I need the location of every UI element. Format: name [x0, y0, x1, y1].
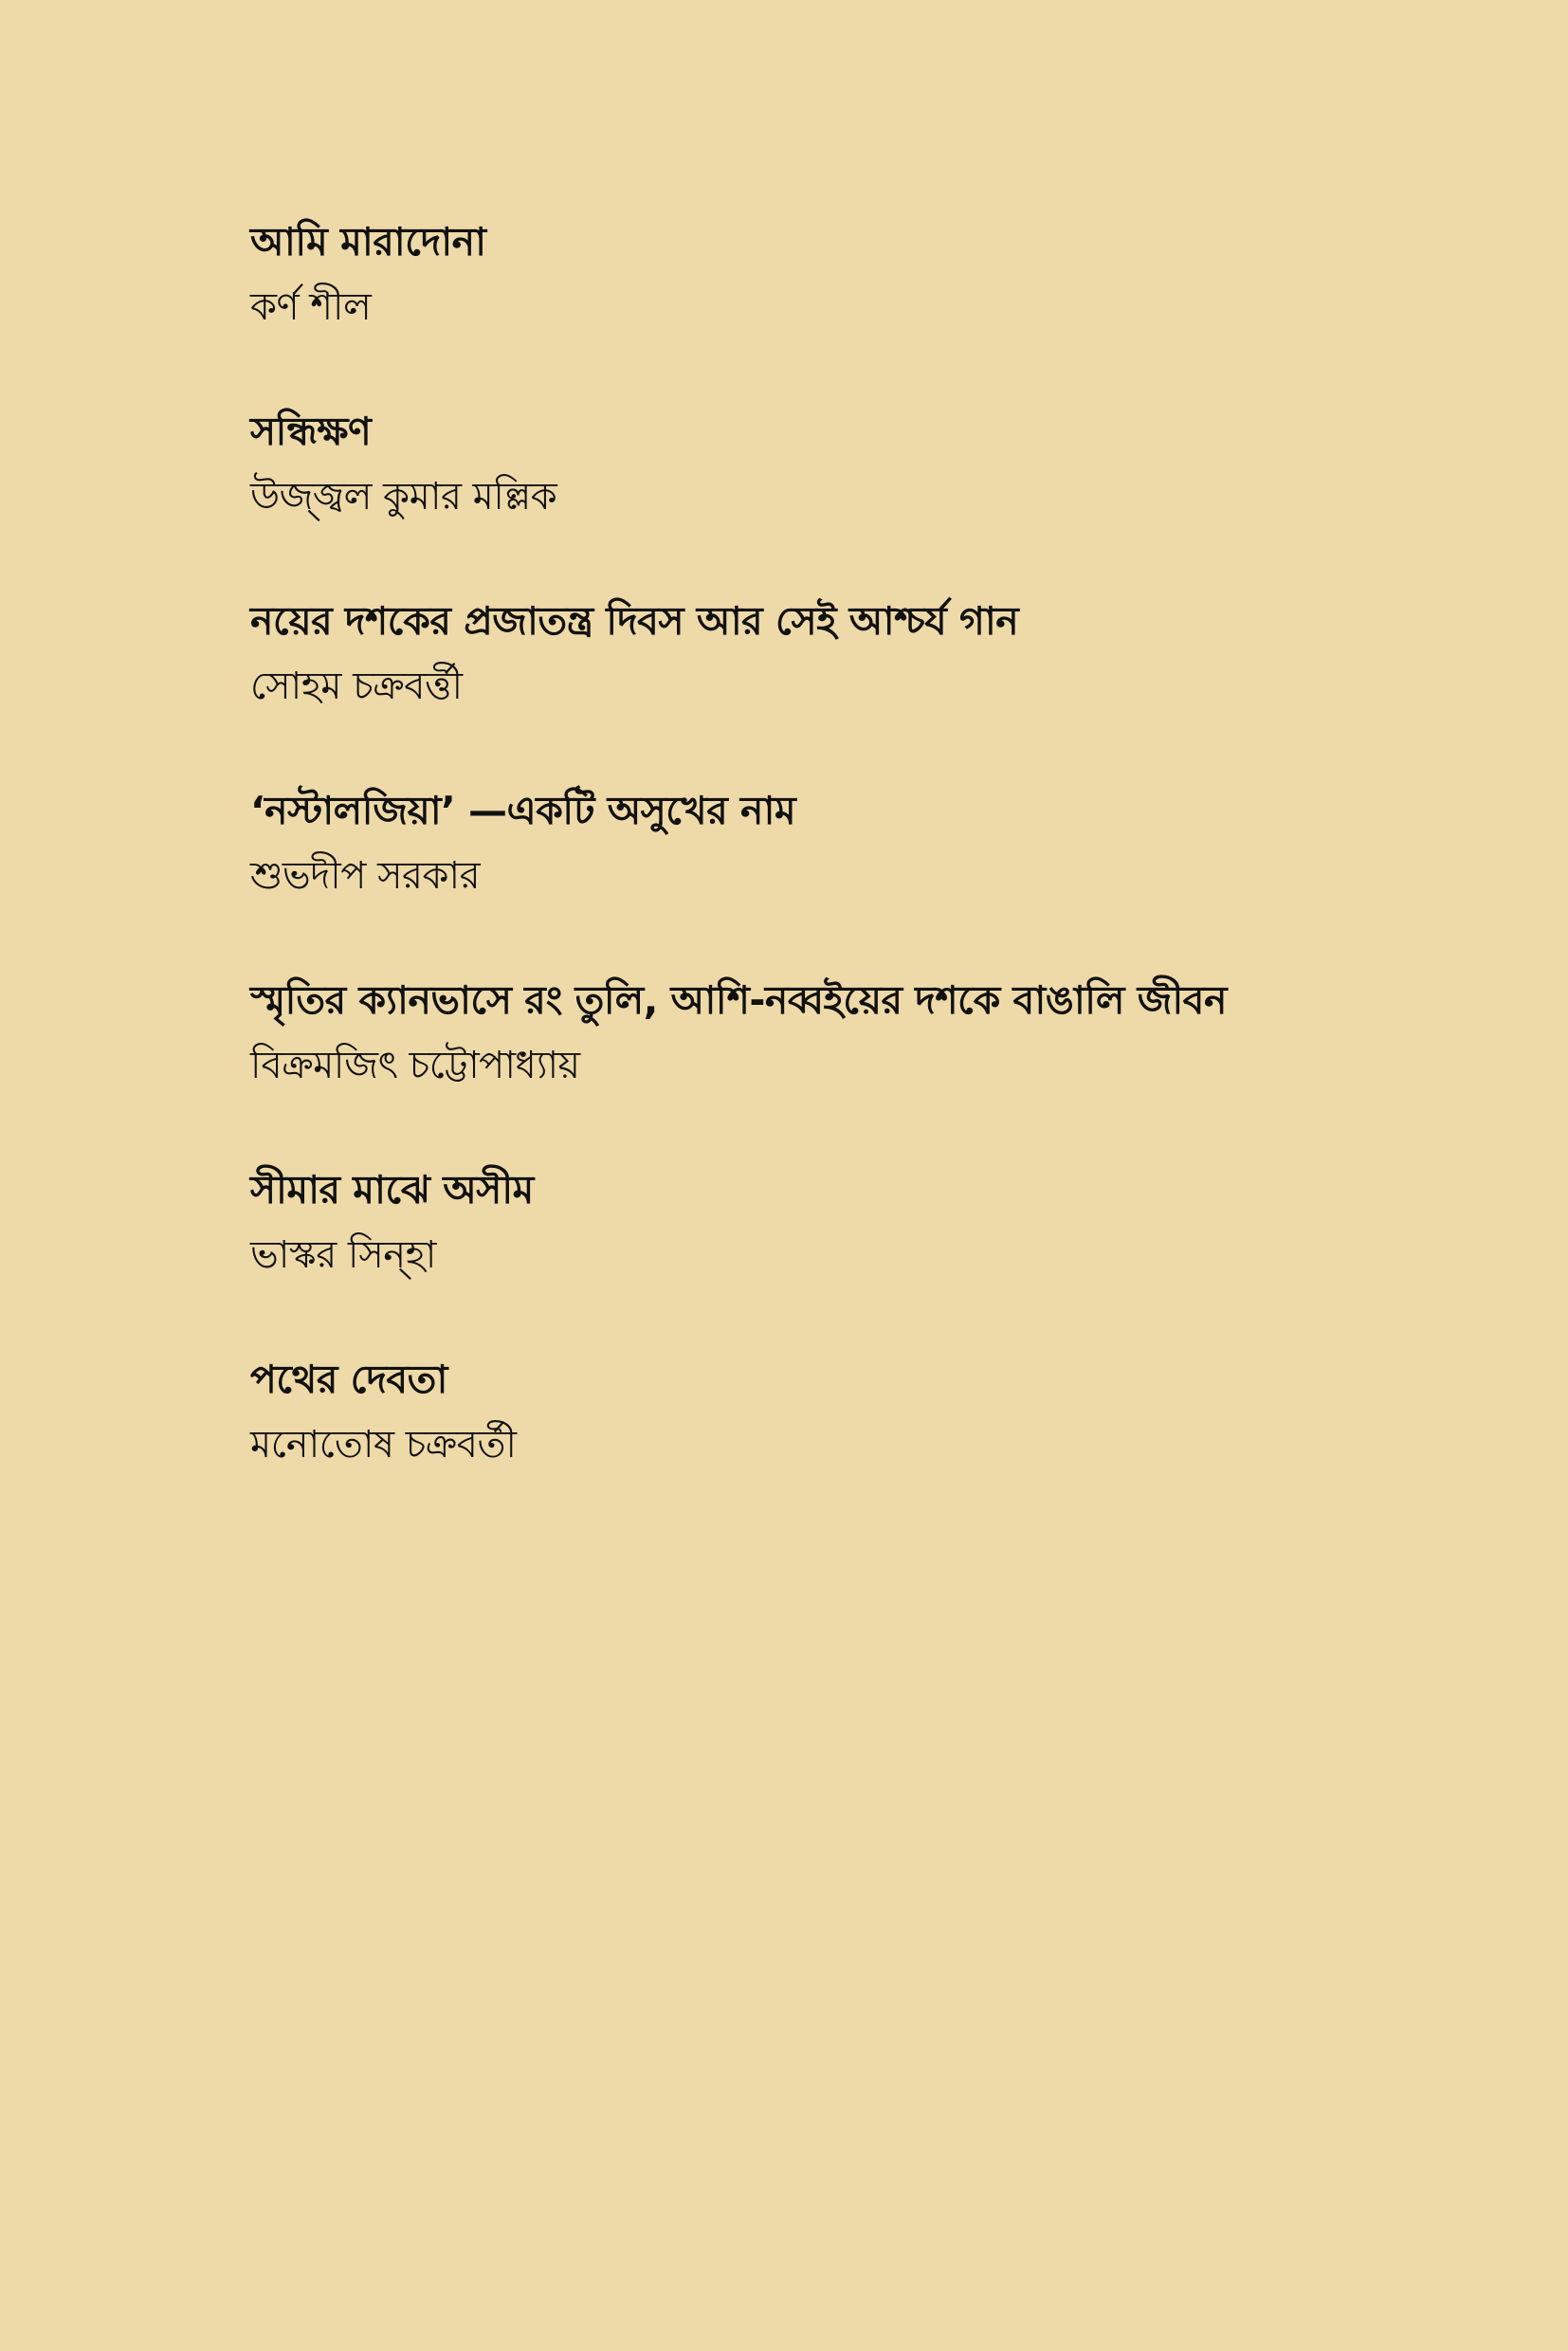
toc-entry	[250, 1158, 1435, 1348]
toc-entry	[250, 400, 1435, 590]
entry-title: নয়ের দশকের প্রজাতন্ত্র দিবস আর সেই আশ্চর্য গান	[250, 598, 1019, 644]
entry-title: স্মৃতির ক্যানভাসে রং তুলি, আশি-নব্বইয়ের দশকে বাঙালি জীবন	[250, 977, 1227, 1023]
entry-author: ভাস্কর সিন্‌হা	[250, 1233, 436, 1277]
entry-author: মনোতোষ চক্রবর্তী	[250, 1423, 517, 1467]
entry-title: সন্ধিক্ষণ	[250, 409, 372, 454]
entry-author: কর্ণ শীল	[250, 285, 372, 329]
entry-author: শুভদীপ সরকার	[250, 854, 481, 898]
entry-title: ‘নস্টালজিয়া’ —একটি অসুখের নাম	[250, 788, 796, 833]
toc-entry	[250, 590, 1435, 779]
entry-author: বিক্রমজিৎ চট্টোপাধ্যায়	[250, 1044, 580, 1087]
toc-entry	[250, 969, 1435, 1158]
table-of-contents	[250, 210, 1435, 1538]
toc-entry	[250, 779, 1435, 969]
toc-entry	[250, 210, 1435, 400]
entry-author: সোহম চক্রবর্ত্তী	[250, 665, 463, 708]
entry-title: পথের দেবতা	[250, 1357, 447, 1402]
entry-title: সীমার মাঝে অসীম	[250, 1167, 534, 1212]
entry-title: আমি মারাদোনা	[250, 219, 486, 264]
entry-author: উজ্জ্বল কুমার মল্লিক	[250, 475, 557, 519]
toc-entry	[250, 1348, 1435, 1538]
